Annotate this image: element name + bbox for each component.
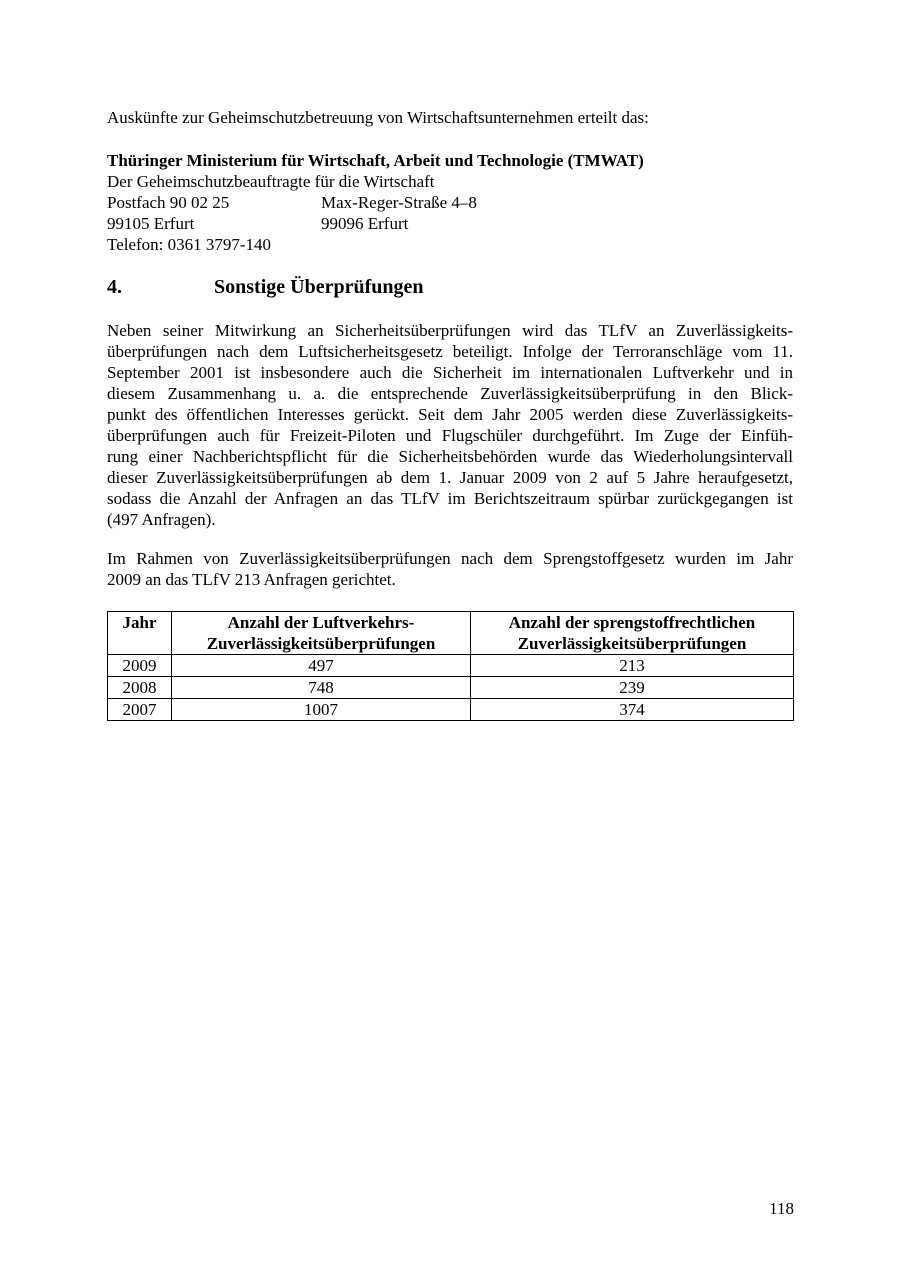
- contact-address-row-2: [107, 213, 797, 234]
- header-sprengstoff-line2: Zuverlässigkeitsüberprüfungen: [517, 634, 747, 653]
- contact-street: Max-Reger-Straße 4–8: [321, 193, 477, 212]
- cell-luftverkehr: 748: [172, 677, 471, 699]
- paragraph-line: September 2001 ist insbesondere auch die Sicherheit im internationalen Luftverkehr und in: [107, 363, 793, 382]
- paragraph-sprengstoff: [107, 548, 793, 590]
- intro-text: Auskünfte zur Geheimschutzbetreuung von Wirtschaftsunternehmen erteilt das:: [107, 108, 649, 127]
- contact-address-block: [107, 150, 797, 255]
- section-title: Sonstige Überprüfungen: [214, 276, 424, 298]
- paragraph-line: überprüfungen auch für Freizeit-Piloten und Flugschüler durchgeführt. Im Zuge der Einfüh-: [107, 426, 793, 445]
- paragraph-line: rung einer Nachberichtspflicht für die Sicherheitsbehörden wurde das Wiederholungsintervall: [107, 447, 793, 466]
- paragraph-line: überprüfungen nach dem Luftsicherheitsgesetz beteiligt. Infolge der Terroranschläge vom 11.: [107, 342, 793, 361]
- statistics-table: [107, 611, 794, 721]
- contact-organization: Thüringer Ministerium für Wirtschaft, Arbeit und Technologie (TMWAT): [107, 151, 644, 170]
- table-row: [108, 677, 794, 699]
- table-header-row: [108, 612, 794, 655]
- table-row: [108, 699, 794, 721]
- paragraph-line: Im Rahmen von Zuverlässigkeitsüberprüfungen nach dem Sprengstoffgesetz wurden im Jahr: [107, 549, 793, 568]
- cell-sprengstoff: 213: [471, 655, 794, 677]
- contact-phone: Telefon: 0361 3797-140: [107, 235, 272, 254]
- contact-street-city: 99096 Erfurt: [321, 214, 409, 233]
- paragraph-line: (497 Anfragen).: [107, 510, 216, 529]
- header-sprengstoff: [471, 612, 794, 655]
- header-year: Jahr: [108, 612, 172, 655]
- cell-luftverkehr: 497: [172, 655, 471, 677]
- cell-sprengstoff: 239: [471, 677, 794, 699]
- contact-postbox: Postfach 90 02 25: [107, 193, 230, 212]
- header-luftverkehr-line1: Anzahl der Luftverkehrs-: [227, 613, 415, 632]
- section-heading: [107, 275, 423, 299]
- paragraph-line: 2009 an das TLfV 213 Anfragen gerichtet.: [107, 570, 396, 589]
- paragraph-line: Neben seiner Mitwirkung an Sicherheitsüberprüfungen wird das TLfV an Zuverlässigkeits-: [107, 321, 793, 340]
- header-luftverkehr-line2: Zuverlässigkeitsüberprüfungen: [206, 634, 436, 653]
- contact-postbox-city: 99105 Erfurt: [107, 214, 195, 233]
- header-luftverkehr: [172, 612, 471, 655]
- contact-department: Der Geheimschutzbeauftragte für die Wirtschaft: [107, 172, 435, 191]
- cell-year: 2007: [108, 699, 172, 721]
- page-number: 118: [769, 1199, 794, 1218]
- cell-luftverkehr: 1007: [172, 699, 471, 721]
- paragraph-luftsicherheit: [107, 320, 793, 530]
- paragraph-line: punkt des öffentlichen Interesses gerückt. Seit dem Jahr 2005 werden diese Zuverlässigkeits-: [107, 405, 793, 424]
- header-sprengstoff-line1: Anzahl der sprengstoffrechtlichen: [508, 613, 756, 632]
- cell-year: 2008: [108, 677, 172, 699]
- cell-year: 2009: [108, 655, 172, 677]
- section-number: 4.: [107, 276, 122, 298]
- contact-address-row-1: [107, 192, 797, 213]
- cell-sprengstoff: 374: [471, 699, 794, 721]
- paragraph-line: sodass die Anzahl der Anfragen an das TLfV im Berichtszeitraum spürbar zurückgegangen ist: [107, 489, 793, 508]
- paragraph-line: dieser Zuverlässigkeitsüberprüfungen ab dem 1. Januar 2009 von 2 auf 5 Jahre heraufgesetzt,: [107, 468, 793, 487]
- paragraph-line: diesem Zusammenhang u. a. die entsprechende Zuverlässigkeitsüberprüfung in den Blick-: [107, 384, 793, 403]
- table-row: [108, 655, 794, 677]
